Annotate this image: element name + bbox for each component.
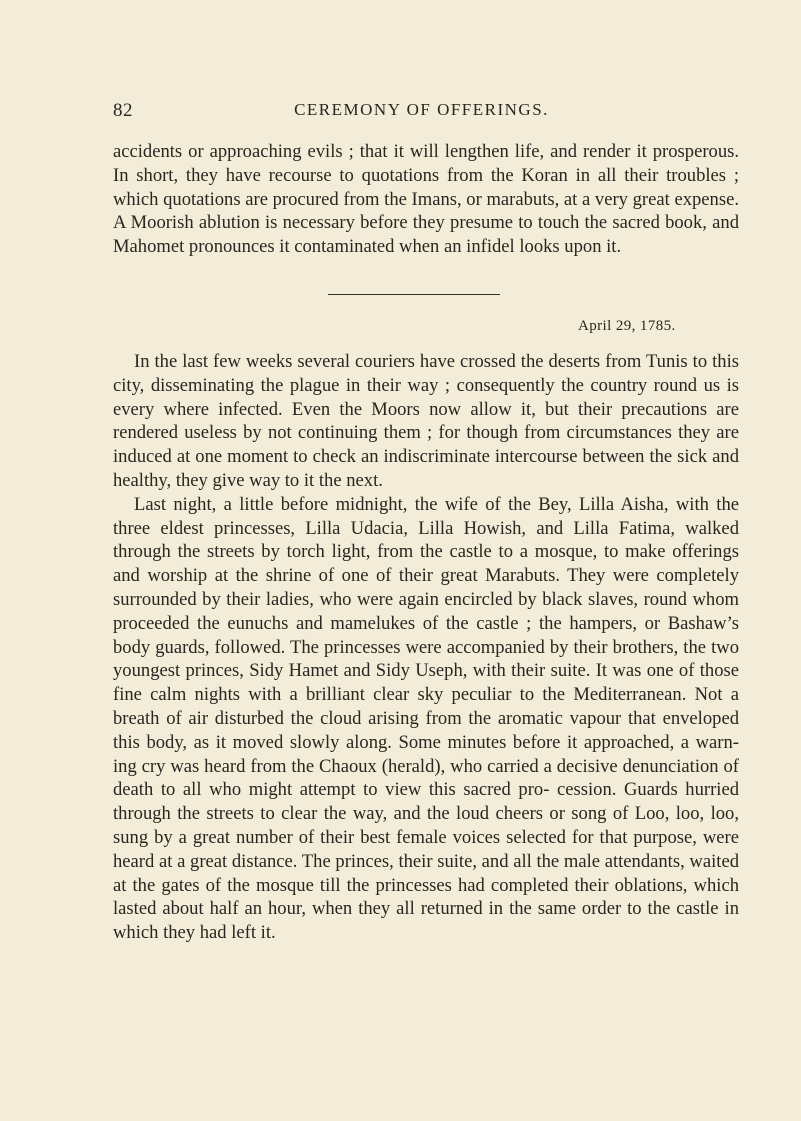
dateline: April 29, 1785. <box>578 318 676 334</box>
running-head: CEREMONY OF OFFERINGS. <box>294 100 549 119</box>
page-header <box>113 100 710 126</box>
body-text-top <box>113 140 739 259</box>
page-number: 82 <box>113 100 133 121</box>
paragraph-3: Last night, a little before midnight, the wife of the Bey, Lilla Aisha, with the three eldest princesses, Lilla Udacia, Lilla Howish, and Lilla Fatima, walked through the streets by torch light, from the castle to a mosque, to make offerings and worship at the shrine of one of their great Marabuts. They were completely surrounded by their ladies, who were again encircled by black slaves, round whom proceeded the eunuchs and mamelukes of the castle ; the hampers, or Bashaw’s body guards, followed. The princesses were accompanied by their brothers, the two youngest princes, Sidy Hamet and Sidy Useph, with their suite. It was one of those fine calm nights with a brilliant clear sky peculiar to the Mediterranean. Not a breath of air disturbed the cloud arising from the aromatic vapour that enveloped this body, as it moved slowly along. Some minutes before it approached, a warn- ing cry was heard from the Chaoux (herald), who carried a decisive denunciation of death to all who might attempt to view this sacred pro- cession. Guards hurried through the streets to clear the way, and the loud cheers or song of Loo, loo, loo, sung by a great number of their best female voices selected for that purpose, were heard at a great distance. The princes, their suite, and all the male attendants, waited at the gates of the mosque till the princesses had completed their oblations, which lasted about half an hour, when they all returned in the same order to the castle in which they had left it. <box>113 493 739 944</box>
paragraph-1: accidents or approaching evils ; that it will lengthen life, and render it prosperous. In short, they have recourse to quotations from the Koran in all their troubles ; which quotations are procured from the Imans, or marabuts, at a very great expense. A Moorish ablution is necessary before they presume to touch the sacred book, and Mahomet pronounces it contaminated when an infidel looks upon it. <box>113 141 739 258</box>
body-text-letter <box>113 350 739 945</box>
section-divider <box>328 294 500 295</box>
paragraph-2: In the last few weeks several couriers have crossed the deserts from Tunis to this city, disseminating the plague in their way ; consequently the country round us is every where infected. Even the Moors now allow it, but their precautions are rendered useless by not continuing them ; for though from circumstances they are induced at one moment to check an indiscriminate intercourse between the sick and healthy, they give way to it the next. <box>113 351 739 491</box>
